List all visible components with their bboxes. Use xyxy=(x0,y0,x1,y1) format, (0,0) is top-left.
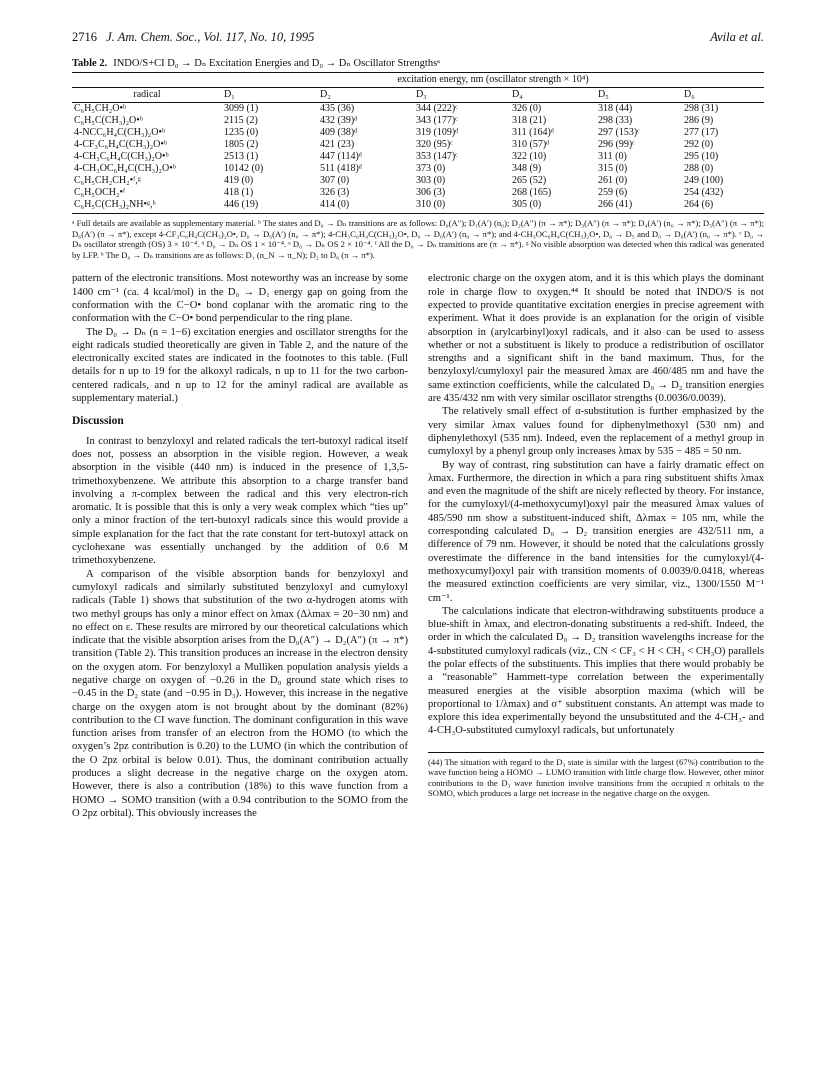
radical-cell: 4-CF₃C₆H₄C(CH₃)₂O•ᵇ xyxy=(74,139,167,150)
value-cell: 2115 (2) xyxy=(224,115,258,126)
table-row xyxy=(72,127,764,139)
radical-cell: C₆H₅C(CH₃)₂O•ᵇ xyxy=(74,115,143,126)
value-cell: 254 (432) xyxy=(684,187,724,198)
value-cell: 319 (109)ᵈ xyxy=(416,127,459,138)
value-cell: 435 (36) xyxy=(320,103,355,114)
running-header xyxy=(72,30,764,45)
value-cell: 306 (3) xyxy=(416,187,446,198)
value-cell: 447 (114)ᵈ xyxy=(320,151,362,162)
value-cell: 310 (57)ᵈ xyxy=(512,139,550,150)
table-caption-text: INDO/S+CI D₀ → Dₙ Excitation Energies and D₀ → Dₙ Oscillator Strengthsᵃ xyxy=(113,58,441,69)
value-cell: 295 (10) xyxy=(684,151,719,162)
paragraph: The calculations indicate that electron-withdrawing substituents produce a blue-shift in λmax, and electron-donating substituents a red-shift. Indeed, the order in which the calculated D₀ → D₂ transition wavelengths increase for the 4-substituted cumyloxyl radicals (viz., CN < CF₃ < H < CH₃ < CH₃O) parallels the polar effects of the substituents. This implies that there would probably be a “reasonable” Hammett-type correlation between the experimentally measured energies at the visible absorption maxima (which will be proportional to 1/λmax) and σ⁺ substituent constants. An attempt was made to explore this idea experimentally beyond the unsubstituted and the 4-CH₃- and 4-CH₃O-substituted cumyloxyl radicals, but unfortunately xyxy=(428,605,764,737)
value-cell: 326 (0) xyxy=(512,103,542,114)
table-label: Table 2. xyxy=(72,58,108,69)
radical-cell: 4-CH₃C₆H₄C(CH₃)₂O•ᵇ xyxy=(74,151,169,162)
value-cell: 511 (418)ᵈ xyxy=(320,163,362,174)
paragraph: pattern of the electronic transitions. Most noteworthy was an increase by some 1400 cm⁻¹ (ca. 4 kcal/mol) in the D₀ → D₁ energy gap on going from the conformation with the C−O• bond coplanar with the aromatic ring to the conformation with the C−O• bond perpendicular to the ring plane. xyxy=(72,273,408,325)
page-number: 2716 xyxy=(72,30,97,44)
value-cell: 305 (0) xyxy=(510,199,596,214)
value-cell: 292 (0) xyxy=(684,139,714,150)
column-header-5: D₅ xyxy=(596,88,682,103)
table-row xyxy=(72,115,764,127)
value-cell: 320 (95)ᶜ xyxy=(416,139,453,150)
value-cell: 421 (23) xyxy=(320,139,355,150)
radical-cell: C₆H₅CH₂CH₂•ᶠ,ᵍ xyxy=(74,175,141,186)
value-cell: 322 (10) xyxy=(512,151,547,162)
paragraph: In contrast to benzyloxyl and related radicals the tert-butoxyl radical itself does not, possess an absorption in the visible region. However, a weak absorption in the visible (440 nm) is induced in the presence of 1,3,5-trimethoxybenzene. We attribute this absorption to a charge transfer band involving a π-complex between the radical and this very electron-rich aromatic. It is possible that this is only a very weak complex which “ties up” only a minor fraction of the tert-butoxyl radicals since this would provide a simple explanation for the fact that the rate constant for tert-butoxyl attack on cyclohexane was essentially unchanged by the addition of 0.6 M trimethoxybenzene. xyxy=(72,435,408,567)
value-cell: 344 (222)ᶜ xyxy=(416,103,458,114)
column-header-3: D₃ xyxy=(414,88,510,103)
value-cell: 10142 (0) xyxy=(224,163,264,174)
column-header-1: D₁ xyxy=(222,88,318,103)
value-cell: 414 (0) xyxy=(318,199,414,214)
table-column-header-row xyxy=(72,88,764,103)
paragraph: electronic charge on the oxygen atom, and it is this which plays the dominant role in charge flow to oxygen.⁴⁴ It should be noted that INDO/S is not expected to provide quantitative excitation energies in precise agreement with experiment. What it does provide is an explanation for the origin of visible absorption in (arylcarbinyl)oxyl radicals, and it also can be used to assess whether or not a substituent is likely to produce a redistribution of oscillator strengths and a significant shift in the band maximum. Thus, for the benzyloxyl/cumyloxyl pair the measured λmax are 460/485 nm and have the same extinction coefficients, while the calculated D₀ → D₂ transition energies are 435/432 nm with very similar oscillator strengths (0.0036/0.0039). xyxy=(428,273,764,405)
value-cell: 419 (0) xyxy=(224,175,254,186)
value-cell: 343 (177)ᶜ xyxy=(416,115,458,126)
left-column xyxy=(72,272,408,820)
table-row xyxy=(72,175,764,187)
right-column xyxy=(428,272,764,820)
table-row xyxy=(72,139,764,151)
value-cell: 318 (21) xyxy=(512,115,547,126)
value-cell: 418 (1) xyxy=(224,187,254,198)
header-left xyxy=(72,30,320,45)
footnote-44: (44) The situation with regard to the D₃ state is similar with the largest (67%) contribution to the wave function being a HOMO → LUMO transition with little charge flow. However, other minor contributions to the D₃ wave function involve transitions from the occupied π orbitals to the SOMO, which produces a large net increase in the negative charge on the oxygen. xyxy=(428,752,764,799)
table-2 xyxy=(72,72,764,214)
value-cell: 307 (0) xyxy=(320,175,350,186)
value-cell: 259 (6) xyxy=(598,187,628,198)
table-body xyxy=(72,103,764,214)
radical-cell: 4-NCC₆H₄C(CH₃)₂O•ᵇ xyxy=(74,127,166,138)
value-cell: 373 (0) xyxy=(416,163,446,174)
value-cell: 261 (0) xyxy=(598,175,628,186)
value-cell: 1235 (0) xyxy=(224,127,259,138)
value-cell: 409 (38)ᵈ xyxy=(320,127,358,138)
value-cell: 298 (31) xyxy=(684,103,719,114)
value-cell: 265 (52) xyxy=(512,175,547,186)
table-row xyxy=(72,187,764,199)
table-spanning-header-row xyxy=(72,73,764,88)
value-cell: 277 (17) xyxy=(684,127,719,138)
value-cell: 315 (0) xyxy=(598,163,628,174)
value-cell: 249 (100) xyxy=(684,175,724,186)
column-header-4: D₄ xyxy=(510,88,596,103)
value-cell: 268 (165) xyxy=(512,187,552,198)
paragraph: The D₀ → Dₙ (n = 1−6) excitation energies and oscillator strengths for the eight radicals studied theoretically are given in Table 2, and the nature of the electronically excited states are indicated in the footnotes to this table. (Full details for n up to 19 for the alkoxyl radicals, n up to 11 for the two carbon-centered radicals, and n up to 12 for the aminyl radical are available as supplementary material.) xyxy=(72,326,408,405)
author-header: Avila et al. xyxy=(710,30,764,44)
value-cell: 288 (0) xyxy=(684,163,714,174)
table-row xyxy=(72,103,764,116)
paragraph: The relatively small effect of α-substitution is further emphasized by the very similar λmax values found for diphenylmethoxyl (530 nm) and diphenylethoxyl (535 nm). Indeed, even the replacement of a methyl group in cumyloxyl by a phenyl group only increases λmax by 535 − 485 = 50 nm. xyxy=(428,406,764,458)
value-cell: 266 (41) xyxy=(596,199,682,214)
value-cell: 1805 (2) xyxy=(224,139,259,150)
table-row xyxy=(72,163,764,175)
body-columns xyxy=(72,272,764,820)
value-cell: 311 (0) xyxy=(598,151,627,162)
value-cell: 326 (3) xyxy=(320,187,350,198)
value-cell: 353 (147)ᶜ xyxy=(416,151,458,162)
table-row xyxy=(72,199,764,214)
radical-cell: C₆H₅CH₂O•ᵇ xyxy=(74,103,127,114)
column-header-2: D₂ xyxy=(318,88,414,103)
journal-citation: J. Am. Chem. Soc., Vol. 117, No. 10, 1995 xyxy=(106,30,315,44)
journal-page xyxy=(72,30,764,820)
value-cell: 286 (9) xyxy=(684,115,714,126)
value-cell: 348 (9) xyxy=(512,163,542,174)
spanning-header: excitation energy, nm (oscillator strength × 10⁴) xyxy=(222,73,764,88)
column-header-radical: radical xyxy=(72,88,222,103)
radical-cell: C₆H₅OCH₂•ᶠ xyxy=(74,187,126,198)
value-cell: 446 (19) xyxy=(222,199,318,214)
radical-cell: 4-CH₃OC₆H₄C(CH₃)₂O•ᵇ xyxy=(74,163,176,174)
value-cell: 298 (33) xyxy=(598,115,633,126)
value-cell: 264 (6) xyxy=(682,199,764,214)
value-cell: 318 (44) xyxy=(598,103,633,114)
value-cell: 2513 (1) xyxy=(224,151,259,162)
paragraph: By way of contrast, ring substitution can have a fairly dramatic effect on λmax. Furthermore, the direction in which a para ring substituent shifts λmax and even the magnitude of the shift are nicely reflected by theory. For instance, for the cumyloxyl/(4-methoxycumyl)oxyl pair the measured λmax values of 485/590 nm show a substituent-induced shift, Δλmax = 105 nm, while the corresponding calculated D₀ → D₂ transition energies are 432/511 nm, a difference of 79 nm. However, it should be noted that the calculations grossly overestimate the difference in the band intensities for the cumyloxyl/(4-methoxycumyl)oxyl pair with transition moments of 0.0039/0.0418, whereas the measured extinction coefficients are very similar, viz., 1300/1550 M⁻¹ cm⁻¹. xyxy=(428,459,764,604)
value-cell: 3099 (1) xyxy=(224,103,259,114)
value-cell: 432 (39)ᵈ xyxy=(320,115,358,126)
table-row xyxy=(72,151,764,163)
value-cell: 311 (164)ᵈ xyxy=(512,127,554,138)
table-footnotes: ᵃ Full details are available as supplementary material. ᵇ The states and D₀ → Dₙ transitions are as follows: D₀(A″); D₁(A′) (n₀); D₂(A″) (π → π*); D₃(A″) (π → π*); D₄(A′) (n₀ → π*); D₅(A″) (π → π*); D₆(A′) (π → π*), except 4-CF₃C₆H₄C(CH₃)₂O•, D₀ → D₆(A′) (n₀ → π*); 4-CH₃C₆H₄C(CH₃)₂O•, D₀ → D₆(A′) (n₀ → π*); and 4-CH₃OC₆H₄C(CH₃)₂O•, D₀ → D₅ and D₀ → D₆(A′) (n₀ → π*). ᶜ D₀ → Dₙ oscillator strength (OS) 3 × 10⁻⁴. ᵈ D₀ → Dₙ OS 1 × 10⁻⁴. ᵉ D₀ → Dₙ OS 2 × 10⁻⁴. ᶠ All the D₀ → Dₙ transitions are (π → π*). ᵍ No visible absorption was detected when this radical was generated by LFP. ʰ The D₀ → Dₙ transitions are as follows: D₁ (n_N → π_N); D₂ to D₆ (π → π*). xyxy=(72,218,764,260)
column-header-6: D₆ xyxy=(682,88,764,103)
value-cell: 310 (0) xyxy=(414,199,510,214)
value-cell: 297 (153)ᶜ xyxy=(598,127,640,138)
radical-cell: C₆H₅C(CH₃)₂NH•ᵍ,ʰ xyxy=(72,199,222,214)
paragraph: A comparison of the visible absorption bands for benzyloxyl and cumyloxyl radicals and similarly substituted benzyloxyl and cumyloxyl radicals (Table 1) shows that substitution of the two α-hydrogen atoms with two methyl groups has only a minor effect on λmax (Δλmax = 20−30 nm) and no effect on ε. These results are mirrored by our theoretical calculations which indicate that the visible absorption arises from the D₀(A″) → D₂(A″) (π → π*) transition (Table 2). This transition produces an increase in the electron density on the oxygen atom. For benzyloxyl a Mulliken population analysis yields a negative charge on oxygen of −0.26 in the D₀ ground state which rises to −0.45 in the D₂ state (and −0.95 in D₃). However, this increase in the negative charge on the oxygen atom is not brought about by the dominant (82%) contribution to the CI wave function. The dominant configuration in this wave function arises from transfer of an electron from the HOMO (to which the oxygen’s 2pz contribution is 0.20) to the LUMO (in which the contribution of the O 2pz orbital is below 0.01). Thus, the dominant contribution actually produces a slight decrease in the negative charge on the oxygen atom. However, there is also a contribution (18%) to this wave function from a HOMO → SOMO transition (with a 0.94 contribution to the SOMO from the O 2pz orbital). This obviously increases the xyxy=(72,568,408,819)
value-cell: 296 (99)ᶜ xyxy=(598,139,635,150)
table-caption xyxy=(72,57,764,69)
value-cell: 303 (0) xyxy=(416,175,446,186)
section-heading: Discussion xyxy=(72,415,124,428)
